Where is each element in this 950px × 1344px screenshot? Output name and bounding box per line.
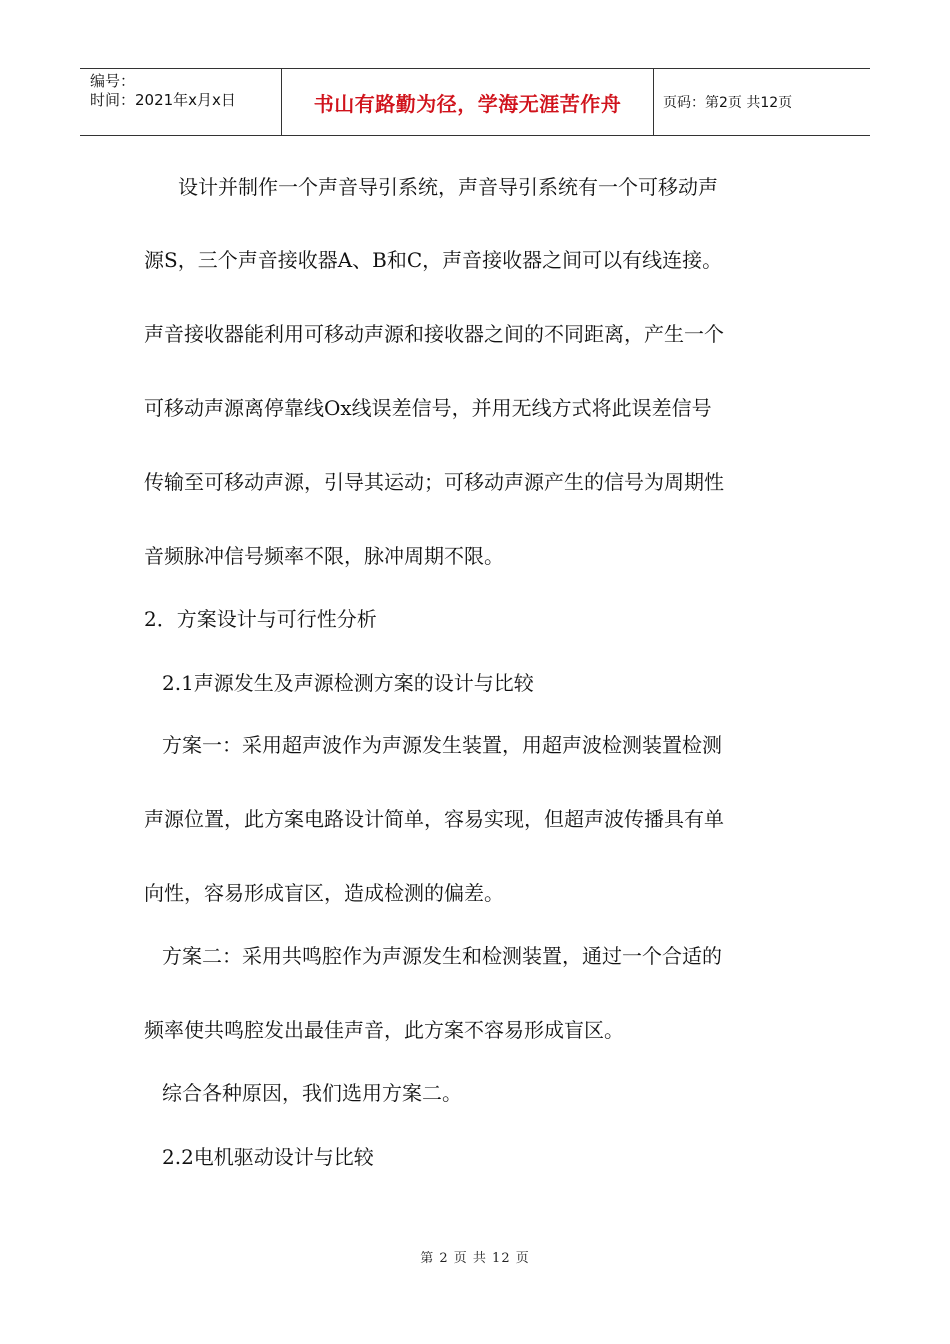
subsection-heading: 2.1声源发生及声源检测方案的设计与比较 (162, 671, 534, 695)
subsection-heading: 2.2电机驱动设计与比较 (162, 1145, 374, 1169)
header-page-info: 页码：第2页 共12页 (663, 95, 793, 111)
paragraph-line: 频率使共鸣腔发出最佳声音，此方案不容易形成盲区。 (144, 1018, 624, 1042)
footer-page-number: 第 2 页 共 12 页 (420, 1251, 530, 1266)
page-footer (0, 1247, 950, 1266)
paragraph-line: 方案一：采用超声波作为声源发生装置，用超声波检测装置检测 (162, 733, 722, 757)
paragraph-line: 音频脉冲信号频率不限，脉冲周期不限。 (144, 544, 504, 568)
paragraph-line: 综合各种原因，我们选用方案二。 (162, 1081, 462, 1105)
header-meta-cell (80, 69, 282, 135)
paragraph-line: 设计并制作一个声音导引系统，声音导引系统有一个可移动声 (178, 175, 718, 199)
paragraph-line: 声音接收器能利用可移动声源和接收器之间的不同距离，产生一个 (144, 322, 724, 346)
paragraph-line: 方案二：采用共鸣腔作为声源发生和检测装置，通过一个合适的 (162, 944, 722, 968)
paragraph-line: 可移动声源离停靠线Ox线误差信号，并用无线方式将此误差信号 (144, 396, 712, 420)
header-motto: 书山有路勤为径，学海无涯苦作舟 (313, 91, 622, 116)
page-header (80, 68, 870, 136)
document-date-label: 时间：2021年x月x日 (90, 91, 236, 109)
document-number-label: 编号： (90, 72, 136, 90)
header-page-cell (654, 69, 870, 135)
paragraph-line: 声源位置，此方案电路设计简单，容易实现，但超声波传播具有单 (144, 807, 724, 831)
section-heading: 2．方案设计与可行性分析 (144, 607, 377, 631)
paragraph-line: 源S，三个声音接收器A、B和C，声音接收器之间可以有线连接。 (144, 248, 723, 272)
header-motto-cell (282, 69, 654, 135)
paragraph-line: 向性，容易形成盲区，造成检测的偏差。 (144, 881, 504, 905)
paragraph-line: 传输至可移动声源，引导其运动；可移动声源产生的信号为周期性 (144, 470, 724, 494)
